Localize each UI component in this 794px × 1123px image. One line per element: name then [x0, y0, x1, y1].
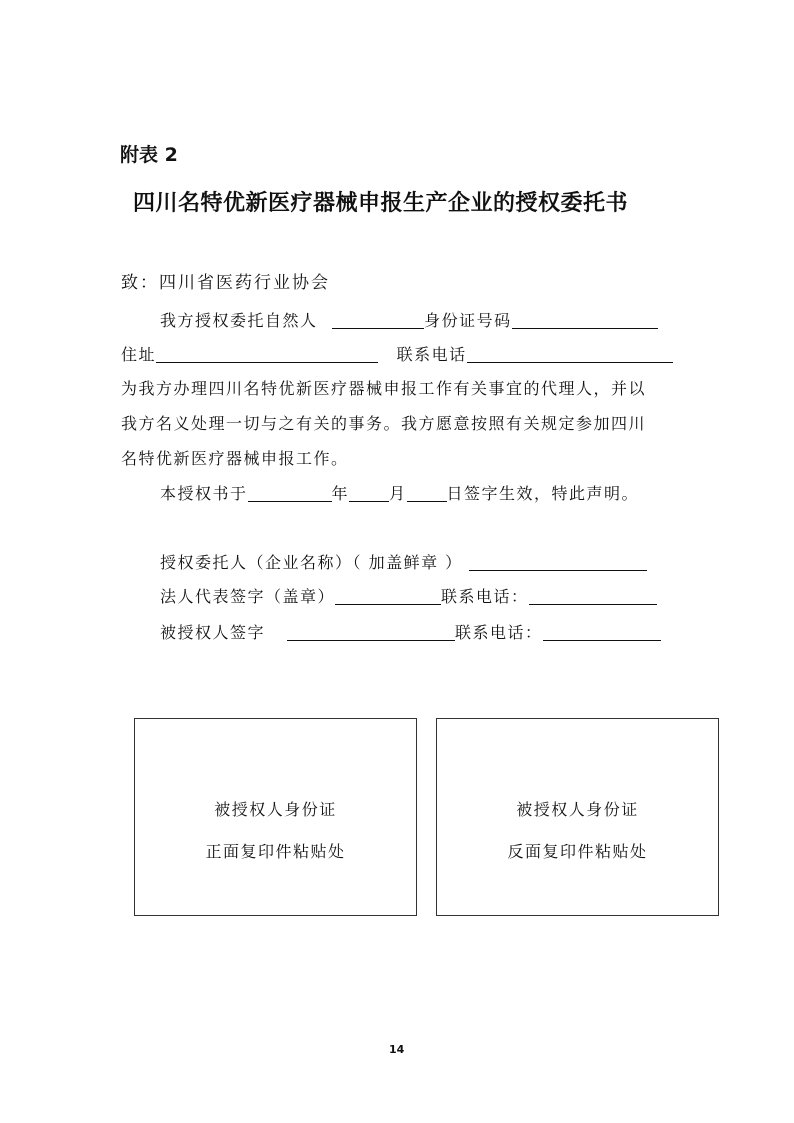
address-line [121, 342, 673, 365]
effective-prefix: 本授权书于 [160, 484, 248, 503]
id-back-line-2: 反面复印件粘贴处 [507, 842, 648, 861]
year-blank[interactable] [248, 485, 332, 502]
address-blank[interactable] [156, 346, 378, 363]
month-label: 月 [389, 484, 407, 503]
id-back-line-1: 被授权人身份证 [516, 800, 639, 819]
month-blank[interactable] [349, 485, 389, 502]
id-front-line-1: 被授权人身份证 [214, 800, 337, 819]
agent-sign-label: 被授权人签字 [160, 623, 266, 642]
legal-rep-line [160, 584, 657, 607]
agent-phone-blank[interactable] [543, 624, 661, 641]
appendix-label: 附表 2 [120, 144, 178, 166]
day-blank[interactable] [407, 485, 447, 502]
principal-line [160, 550, 647, 573]
effective-suffix: 日签字生效，特此声明。 [446, 484, 640, 503]
id-front-line-2: 正面复印件粘贴处 [205, 842, 346, 861]
id-back-paste-box [436, 718, 719, 916]
legal-rep-phone-blank[interactable] [529, 588, 657, 605]
agent-sign-line [160, 620, 661, 643]
agent-phone-label: 联系电话： [455, 623, 543, 642]
addressee: 致：四川省医药行业协会 [121, 273, 330, 293]
agent-sign-blank[interactable] [287, 624, 455, 641]
agent-line [160, 308, 658, 331]
legal-rep-label: 法人代表签字（盖章） [160, 587, 336, 606]
id-number-label: 身份证号码 [424, 311, 512, 330]
id-number-blank[interactable] [512, 312, 658, 329]
agent-prefix: 我方授权委托自然人 [160, 311, 318, 330]
address-label: 住址 [121, 345, 157, 364]
phone-blank[interactable] [467, 346, 673, 363]
paragraph-line-1: 为我方办理四川名特优新医疗器械申报工作有关事宜的代理人，并以 [121, 379, 647, 398]
phone-label: 联系电话 [396, 345, 467, 364]
paragraph-line-2: 我方名义处理一切与之有关的事务。我方愿意按照有关规定参加四川 [121, 414, 647, 433]
year-label: 年 [331, 484, 350, 503]
legal-rep-blank[interactable] [335, 588, 441, 605]
agent-name-blank[interactable] [332, 312, 424, 329]
document-title: 四川名特优新医疗器械申报生产企业的授权委托书 [133, 191, 629, 216]
page-number: 14 [389, 1043, 405, 1056]
effective-date-line [160, 481, 639, 504]
principal-label: 授权委托人（企业名称）（ 加盖鲜章 ） [160, 553, 463, 572]
id-front-paste-box [134, 718, 417, 916]
legal-rep-phone-label: 联系电话： [441, 587, 529, 606]
paragraph-line-3: 名特优新医疗器械申报工作。 [121, 449, 349, 468]
principal-blank[interactable] [469, 554, 647, 571]
